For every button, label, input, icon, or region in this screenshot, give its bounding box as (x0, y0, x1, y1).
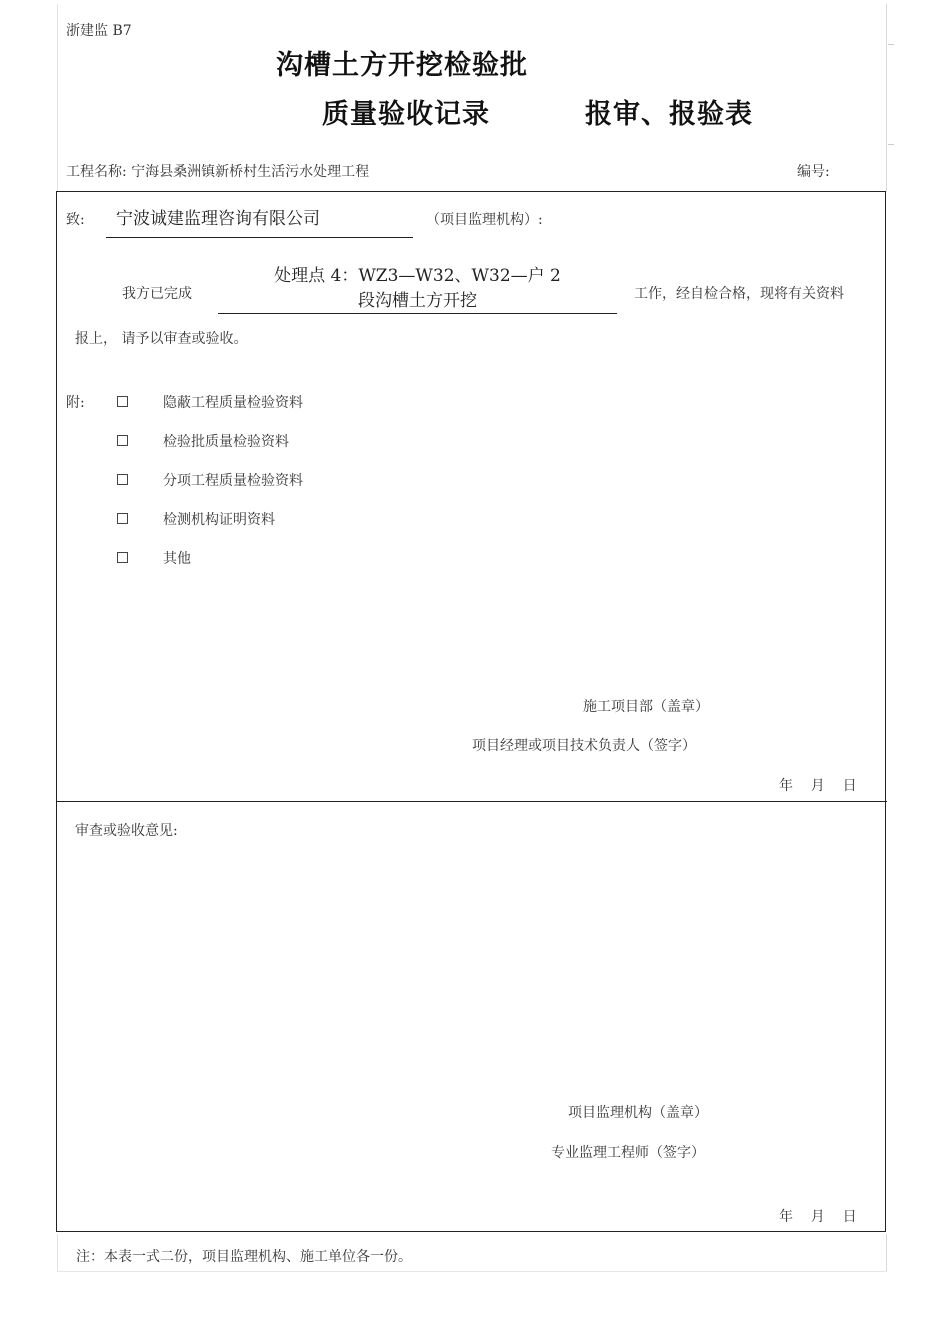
form-code: 浙建监 B7 (66, 23, 132, 39)
title-line-1: 沟槽土方开挖检验批 (276, 50, 528, 81)
attachment-checkbox[interactable] (117, 435, 128, 446)
attachment-checkbox[interactable] (117, 513, 128, 524)
engineer-signature: 专业监理工程师（签字） (551, 1145, 705, 1161)
manager-signature: 项目经理或项目技术负责人（签字） (472, 738, 696, 754)
work-line-2: 段沟槽土方开挖 (358, 291, 477, 311)
scan-mark (888, 44, 894, 45)
attachment-checkbox[interactable] (117, 396, 128, 407)
work-line-1: 处理点 4：WZ3—W32、W32—户 2 (274, 266, 561, 286)
supervision-seal: 项目监理机构（盖章） (568, 1105, 708, 1121)
title-line-2-right: 报审、报验表 (585, 99, 753, 130)
statement-suffix: 工作，经自检合格，现将有关资料 (634, 286, 844, 302)
project-name: 工程名称: 宁海县桑洲镇新桥村生活污水处理工程 (66, 164, 370, 180)
attachment-item: 检验批质量检验资料 (163, 434, 289, 450)
statement-prefix: 我方已完成 (122, 286, 192, 302)
to-recipient: 宁波诚建监理咨询有限公司 (116, 209, 320, 229)
attachment-item: 其他 (163, 551, 191, 567)
scan-mark (888, 144, 894, 145)
attachments-label: 附: (66, 395, 85, 411)
scan-edge (57, 1271, 887, 1272)
contractor-seal: 施工项目部（盖章） (583, 699, 709, 715)
to-label: 致: (66, 212, 85, 228)
attachment-item: 隐蔽工程质量检验资料 (163, 395, 303, 411)
title-line-2: 质量验收记录 (322, 99, 490, 130)
attachment-item: 检测机构证明资料 (163, 512, 275, 528)
attachment-checkbox[interactable] (117, 474, 128, 485)
attachment-item: 分项工程质量检验资料 (163, 473, 303, 489)
scan-edge (57, 1234, 58, 1272)
scan-edge (886, 4, 887, 192)
attachment-checkbox[interactable] (117, 552, 128, 563)
number-label: 编号: (797, 164, 830, 180)
work-underline (218, 313, 617, 314)
review-label: 审查或验收意见: (75, 823, 178, 839)
scan-edge (57, 4, 58, 192)
scan-edge (886, 1234, 887, 1272)
statement-continuation: 报上， 请予以审查或验收。 (75, 331, 248, 347)
to-suffix: （项目监理机构）: (426, 212, 543, 228)
to-underline (106, 237, 413, 238)
contractor-date: 年 月 日 (779, 778, 857, 794)
review-date: 年 月 日 (779, 1209, 857, 1225)
work-description (218, 264, 617, 314)
section-divider (56, 801, 887, 802)
footnote: 注：本表一式二份，项目监理机构、施工单位各一份。 (76, 1249, 412, 1265)
